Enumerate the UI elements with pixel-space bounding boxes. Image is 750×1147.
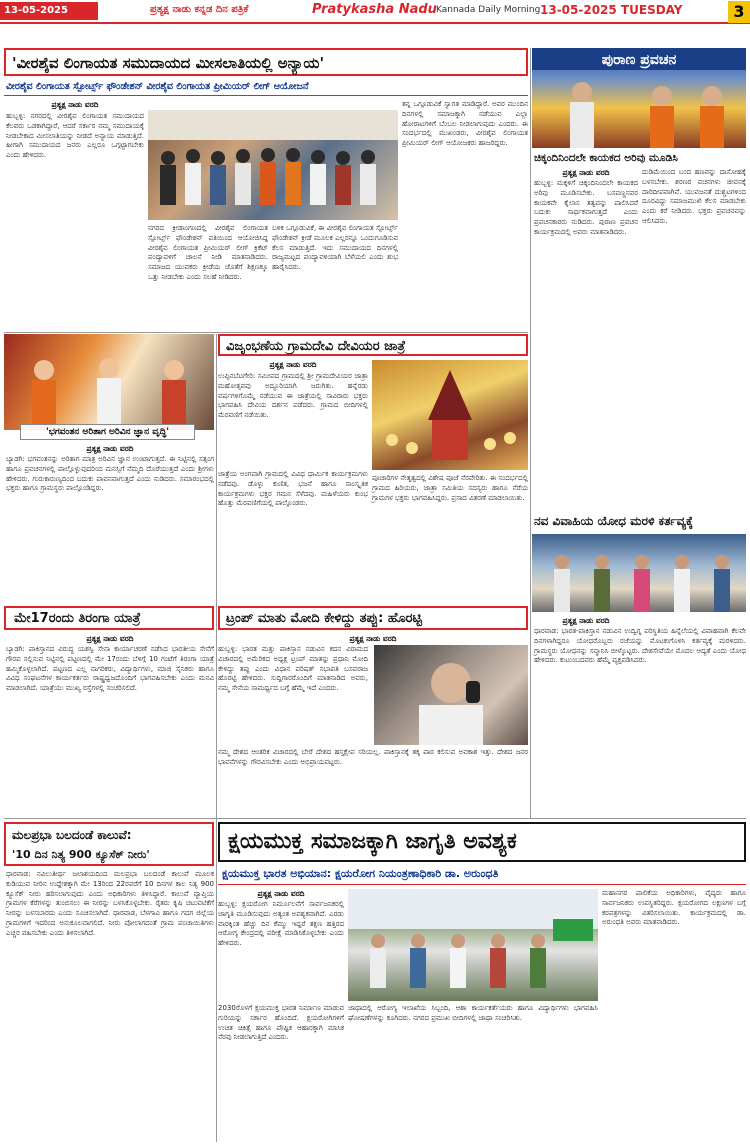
story1-text-b: ನಗರದ ಕ್ರೀಡಾಂಗಣದಲ್ಲಿ ವೀರಶೈವ ಲಿಂಗಾಯತ ಸ್ಪೋರ್ಟ್ಸ್ ಫೌಂಡೇಶನ್ ವತಿಯಿಂದ ಆಯೋಜಿಸಿದ್ದ ವೀರಶೈವ ಲಿಂಗಾಯತ ಪ್ರೀಮಿಯರ್ ಲೀಗ್ ಕ್ರಿಕೆಟ್ ಪಂದ್ಯಾವಳಿಗೆ ಚಾಲನೆ ನೀಡಿ ಮಾತನಾಡಿದರು. ಸಮಾಜದ ಯುವಕರು ಕ್ರೀಡೆಯ ಜೊತೆಗೆ ಶಿಕ್ಷಣಕ್ಕೂ ಒತ್ತು ನೀಡಬೇಕು ಎಂದು ಸಲಹೆ ನೀಡಿದರು. [148, 224, 268, 281]
masthead [0, 0, 750, 34]
procession-illustration [372, 360, 528, 470]
story8-text-b: ದುಡಿಮೆಯಿಂದ ಬಂದ ಹಣವನ್ನು ದಾಸೋಹಕ್ಕೆ ಬಳಸಬೇಕು. ಶರಣರ ವಚನಗಳು ಜೀವನಕ್ಕೆ ದಾರಿದೀಪವಾಗಿವೆ. ಯುವಜನತೆ ದುಶ್ಚಟಗಳಿಂದ ದೂರವಿದ್ದು ಸಮಾಜಮುಖಿ ಕೆಲಸ ಮಾಡಬೇಕು ಎಂದು ಕರೆ ನೀಡಿದರು. ಭಕ್ತರು ಪ್ರವಚನವನ್ನು ಆಲಿಸಿದರು. [642, 168, 746, 225]
story6-headline-box [4, 822, 214, 866]
story7-text-c: ಜಾಥಾದಲ್ಲಿ ಆರೋಗ್ಯ ಇಲಾಖೆಯ ಸಿಬ್ಬಂದಿ, ಆಶಾ ಕಾರ್ಯಕರ್ತೆಯರು ಹಾಗೂ ವಿದ್ಯಾರ್ಥಿಗಳು ಭಾಗವಹಿಸಿ ಘೋಷಣೆಗಳನ್ನು ಕೂಗಿದರು. ನಗರದ ಪ್ರಮುಖ ಬೀದಿಗಳಲ್ಲಿ ಜಾಥಾ ಸಂಚರಿಸಿತು. [348, 1004, 598, 1022]
story3-text-c: ಪೂಜಾರಿಗಳ ನೇತೃತ್ವದಲ್ಲಿ ವಿಶೇಷ ಪೂಜೆ ನೆರವೇರಿತು. ಈ ಸಂದರ್ಭದಲ್ಲಿ ಗ್ರಾಮದ ಹಿರಿಯರು, ಜಾತ್ರಾ ಸಮಿತಿಯ ಸದಸ್ಯರು ಹಾಗೂ ನೆರೆಯ ಗ್ರಾಮಗಳ ಭಕ್ತರು ಭಾಗವಹಿಸಿದ್ದರು. ಪ್ರಸಾದ ವಿತರಣೆ ಮಾಡಲಾಯಿತು. [372, 474, 528, 502]
column-rule [4, 818, 746, 819]
masthead-brand-sub: Kannada Daily Morning [436, 5, 541, 15]
soldier-photo [532, 534, 746, 612]
story9-text: ಧಾರವಾಡ: ಭಾರತ-ಪಾಕಿಸ್ತಾನ ನಡುವಿನ ಉದ್ವಿಗ್ನ ಪರಿಸ್ಥಿತಿಯ ಹಿನ್ನೆಲೆಯಲ್ಲಿ ವಿವಾಹವಾಗಿ ಕೆಲವೇ ದಿನಗಳಾಗಿದ್ದರೂ ಯೋಧರೊಬ್ಬರು ರಜೆಯನ್ನು ಮೊಟಕುಗೊಳಿಸಿ ಕರ್ತವ್ಯಕ್ಕೆ ಮರಳಿದರು. ಗ್ರಾಮಸ್ಥರು ಯೋಧನನ್ನು ಸನ್ಮಾನಿಸಿ ಬೀಳ್ಕೊಟ್ಟರು. ದೇಶಸೇವೆಯೇ ಮೊದಲ ಆದ್ಯತೆ ಎಂದು ಯೋಧ ಹೇಳಿದರು. ಕುಟುಂಬದವರು ಹೆಮ್ಮೆ ವ್ಯಕ್ತಪಡಿಸಿದರು. [534, 627, 746, 665]
story9-headline: ನವ ವಿವಾಹಿಯ ಯೋಧ ಮರಳಿ ಕರ್ತವ್ಯಕ್ಕೆ [534, 514, 694, 528]
divider [218, 884, 746, 885]
story8-text-a: ಹುಬ್ಬಳ್ಳಿ: ಮಕ್ಕಳಿಗೆ ಚಿಕ್ಕಂದಿನಿಂದಲೇ ಕಾಯಕದ ಅರಿವು ಮೂಡಿಸಬೇಕು. ಬಸವಣ್ಣನವರ ಕಾಯಕವೇ ಕೈಲಾಸ ತತ್ವವನ್ನು ಪಾಲಿಸಿದರೆ ಬದುಕು ಸಾರ್ಥಕವಾಗುತ್ತದೆ ಎಂದು ಪ್ರವಚನಕಾರರು ನುಡಿದರು. ಪುರಾಣ ಪ್ರವಚನ ಕಾರ್ಯಕ್ರಮದಲ್ಲಿ ಅವರು ಮಾತನಾಡಿದರು. [534, 179, 638, 236]
story4-text: ಬ್ಯಾಡಗಿ: ಪಾಕಿಸ್ತಾನದ ವಿರುದ್ಧ ಯಶಸ್ವಿ ಸೇನಾ ಕಾರ್ಯಾಚರಣೆ ನಡೆಸಿದ ಭಾರತೀಯ ಸೇನೆಗೆ ಗೌರವ ಸಲ್ಲಿಸುವ ನಿಟ್ಟಿನಲ್ಲಿ ಪಟ್ಟಣದಲ್ಲಿ ಮೇ 17ರಂದು ಬೆಳಿಗ್ಗೆ 10 ಗಂಟೆಗೆ ತಿರಂಗಾ ಯಾತ್ರೆ ಹಮ್ಮಿಕೊಳ್ಳಲಾಗಿದೆ. ಪಟ್ಟಣದ ಎಲ್ಲ ನಾಗರಿಕರು, ವಿದ್ಯಾರ್ಥಿಗಳು, ಮಾಜಿ ಸೈನಿಕರು ಹಾಗೂ ವಿವಿಧ ಸಂಘಟನೆಗಳ ಕಾರ್ಯಕರ್ತರು ರಾಷ್ಟ್ರಧ್ವಜದೊಂದಿಗೆ ಭಾಗವಹಿಸಬೇಕು ಎಂದು ಮನವಿ ಮಾಡಲಾಗಿದೆ. ಯಾತ್ರೆಯು ಮುಖ್ಯ ರಸ್ತೆಗಳಲ್ಲಿ ಸಂಚರಿಸಲಿದೆ. [6, 645, 214, 693]
jatre-photo [372, 360, 528, 470]
story5-headline-box [218, 606, 528, 630]
story7-byline: ಪ್ರತ್ಯಕ್ಷ ನಾಡು ವರದಿ [257, 889, 305, 898]
rally-illustration [348, 889, 598, 1001]
tb-rally-photo [348, 889, 598, 1001]
story4-headline: ಮೇ17ರಂದು ತಿರಂಗಾ ಯಾತ್ರೆ [14, 611, 141, 626]
story4-byline: ಪ್ರತ್ಯಕ್ಷ ನಾಡು ವರದಿ [86, 634, 134, 643]
column-rule [216, 334, 217, 1142]
bhagavantha-photo [4, 334, 214, 430]
story1-photo [148, 110, 398, 220]
story2-byline: ಪ್ರತ್ಯಕ್ಷ ನಾಡು ವರದಿ [86, 444, 134, 453]
portrait-illustration [374, 645, 528, 745]
story3-text-a: ಉಪ್ಪಿನಬೆಟಗೇರಿ: ಸಮೀಪದ ಗ್ರಾಮದಲ್ಲಿ ಶ್ರೀ ಗ್ರಾಮದೇವಿಯರ ಜಾತ್ರಾ ಮಹೋತ್ಸವವು ಅದ್ದೂರಿಯಾಗಿ ಜರುಗಿತು. ಹನ್ನೆರಡು ವರ್ಷಗಳಿಗೊಮ್ಮೆ ನಡೆಯುವ ಈ ಜಾತ್ರೆಯಲ್ಲಿ ಸಾವಿರಾರು ಭಕ್ತರು ಭಾಗವಹಿಸಿ ದೇವಿಯ ದರ್ಶನ ಪಡೆದರು. ಗ್ರಾಮದ ಬೀದಿಗಳಲ್ಲಿ ಮೆರವಣಿಗೆ ನಡೆಯಿತು. [218, 372, 368, 420]
story7-text-b: 2030ರೊಳಗೆ ಕ್ಷಯಮುಕ್ತ ಭಾರತ ನಿರ್ಮಾಣ ಮಾಡುವ ಗುರಿಯನ್ನು ಸರ್ಕಾರ ಹೊಂದಿದೆ. ಕ್ಷಯರೋಗಿಗಳಿಗೆ ಉಚಿತ ಚಿಕಿತ್ಸೆ ಹಾಗೂ ಪೌಷ್ಟಿಕ ಆಹಾರಕ್ಕಾಗಿ ಮಾಸಿಕ ನೆರವು ನೀಡಲಾಗುತ್ತಿದೆ ಎಂದರು. [218, 1004, 344, 1042]
story7-text-a: ಹುಬ್ಬಳ್ಳಿ: ಕ್ಷಯರೋಗ ನಿರ್ಮೂಲನೆಗೆ ಸಾರ್ವಜನಿಕರಲ್ಲಿ ಜಾಗೃತಿ ಮೂಡಿಸುವುದು ಅತ್ಯಂತ ಅವಶ್ಯಕವಾಗಿದೆ. ಎರಡು ವಾರಕ್ಕಿಂತ ಹೆಚ್ಚು ದಿನ ಕೆಮ್ಮು ಇದ್ದರೆ ತಕ್ಷಣ ಹತ್ತಿರದ ಆರೋಗ್ಯ ಕೇಂದ್ರದಲ್ಲಿ ಪರೀಕ್ಷೆ ಮಾಡಿಸಿಕೊಳ್ಳಬೇಕು ಎಂದು ಹೇಳಿದರು. [218, 900, 344, 948]
bhagavantha-caption: 'ಭಗವಂತನ ಅರಿತಾಗ ಅರಿವಿನ ಜ್ಞಾನ ವೃದ್ಧಿ' [20, 424, 195, 440]
story1-text-c: ಬಳಿಕ ಒಗ್ಗೂಡುವಿಕೆ, ಈ ವೀರಶೈವ ಲಿಂಗಾಯತ ಸ್ಪೋರ್ಟ್ಸ್ ಫೌಂಡೇಶನ್ ಕ್ರೀಡೆ ಮೂಲಕ ಎಲ್ಲರನ್ನೂ ಒಂದುಗೂಡಿಸುವ ಕೆಲಸ ಮಾಡುತ್ತಿದೆ. ಇದು ಸಮುದಾಯದ ದಿನಗಳಲ್ಲಿ ರಾಜ್ಯಮಟ್ಟದ ಪಂದ್ಯಾವಳಿಯಾಗಿ ಬೆಳೆಯಲಿ ಎಂದು ಶುಭ ಹಾರೈಸಿದರು. [272, 224, 398, 272]
story1-headline-box [4, 48, 528, 76]
masthead-tagline: ಪ್ರತ್ಯಕ್ಷ ನಾಡು ಕನ್ನಡ ದಿನ ಪತ್ರಿಕೆ [150, 4, 249, 15]
story5-byline: ಪ್ರತ್ಯಕ್ಷ ನಾಡು ವರದಿ [349, 634, 397, 643]
story5-text-b: ನಮ್ಮ ದೇಶದ ಆಂತರಿಕ ವಿಚಾರದಲ್ಲಿ ಬೇರೆ ದೇಶದ ಹಸ್ತಕ್ಷೇಪ ಸರಿಯಲ್ಲ. ಪಾಕಿಸ್ತಾನಕ್ಕೆ ತಕ್ಕ ಪಾಠ ಕಲಿಸುವ ಅವಕಾಶ ಇತ್ತು. ದೇಶದ ಜನರ ಭಾವನೆಗಳನ್ನು ಗೌರವಿಸಬೇಕು ಎಂದು ಅಭಿಪ್ರಾಯಪಟ್ಟರು. [218, 748, 528, 766]
ceremony-illustration [4, 334, 214, 430]
group-photo-illustration [148, 110, 398, 220]
story5-headline: ಟ್ರಂಪ್ ಮಾತು ಮೋದಿ ಕೇಳಿದ್ದು ತಪ್ಪು: ಹೊರಟ್ಟಿ [226, 611, 422, 626]
story6-headline: ಮಲಪ್ರಭಾ ಬಲದಂಡೆ ಕಾಲುವೆ: [12, 828, 132, 842]
story1-headline: 'ವೀರಶೈವ ಲಿಂಗಾಯತ ಸಮುದಾಯದ ಮೀಸಲಾತಿಯಲ್ಲಿ ಅನ್ಯಾಯ' [12, 54, 325, 72]
story7-headline-box [218, 822, 746, 862]
masthead-date-right: 13-05-2025 TUESDAY [540, 3, 683, 17]
story8-headline: ಚಿಕ್ಕಂದಿನಿಂದಲೇ ಕಾಯಕದ ಅರಿವು ಮೂಡಿಸಿ [534, 152, 678, 164]
story1-text-e: ತನ್ನ ಒಗ್ಗೂಡುವಿಕೆ ಸ್ವಾಗತ ಮಾಡಿದ್ದಾರೆ. ಅವರ ಮುಂದಿನ ದಿನಗಳಲ್ಲಿ ಸಮಾಜಕ್ಕಾಗಿ ನಡೆಯುವ ಎಲ್ಲಾ ಹೋರಾಟಗಳಿಗೆ ಬೆಂಬಲ ನೀಡಲಾಗುವುದು ಎಂದರು. ಈ ಸಂದರ್ಭದಲ್ಲಿ ಮುಖಂಡರು, ವೀರಶೈವ ಲಿಂಗಾಯತ ಪ್ರೀಮಿಯರ್ ಲೀಗ್ ಆಯೋಜಕರು ಹಾಜರಿದ್ದರು. [402, 100, 528, 148]
pravachana-banner: ಪುರಾಣ ಪ್ರವಚನ [601, 52, 677, 68]
horatti-photo [374, 645, 528, 745]
story1-subhead: ವೀರಶೈವ ಲಿಂಗಾಯತ ಸ್ಪೋರ್ಟ್ಸ್ ಫೌಂಡೇಶನ್ ವೀರಶೈವ ಲಿಂಗಾಯತ ಪ್ರೀಮಿಯರ್ ಲೀಗ್ ಆಯೋಜನೆ [6, 81, 309, 92]
masthead-brand: Pratykasha Nadu [312, 2, 437, 17]
story9-byline: ಪ್ರತ್ಯಕ್ಷ ನಾಡು ವರದಿ [562, 616, 610, 625]
story3-text-b: ಜಾತ್ರೆಯ ಅಂಗವಾಗಿ ಗ್ರಾಮದಲ್ಲಿ ವಿವಿಧ ಧಾರ್ಮಿಕ ಕಾರ್ಯಕ್ರಮಗಳು ನಡೆದವು. ಡೊಳ್ಳು ಕುಣಿತ, ಭಜನೆ ಹಾಗೂ ಸಾಂಸ್ಕೃತಿಕ ಕಾರ್ಯಕ್ರಮಗಳು ಭಕ್ತರ ಗಮನ ಸೆಳೆದವು. ಮಹಿಳೆಯರು ಕುಂಭ ಹೊತ್ತು ಮೆರವಣಿಗೆಯಲ್ಲಿ ಪಾಲ್ಗೊಂಡರು. [218, 470, 368, 508]
story1-byline: ಪ್ರತ್ಯಕ್ಷ ನಾಡು ವರದಿ [51, 100, 99, 109]
masthead-date-left: 13-05-2025 ಮಂಗಳವಾರ [0, 2, 98, 20]
story1-text-a: ಹುಬ್ಬಳ್ಳಿ: ನಗರದಲ್ಲಿ ವೀರಶೈವ ಲಿಂಗಾಯತ ಸಮುದಾಯದ ಕೆಲವರು ಒಡಕಾಗಿದ್ದಾರೆ, ಆದರೆ ಸರ್ಕಾರ ನಮ್ಮ ಸಮುದಾಯಕ್ಕೆ ನೀಡಬೇಕಾದ ಮೀಸಲಾತಿಯನ್ನು ನೀಡದೆ ಅನ್ಯಾಯ ಮಾಡುತ್ತಿದೆ. ಹೀಗಾಗಿ ಸಮುದಾಯದ ಜನರು ಎಲ್ಲರೂ ಒಗ್ಗಟ್ಟಾಗಬೇಕು ಎಂದು ಹೇಳಿದರು. [6, 112, 144, 160]
story3-headline: ವಿಜೃಂಭಣೆಯ ಗ್ರಾಮದೇವಿ ದೇವಿಯರ ಜಾತ್ರೆ [226, 339, 406, 354]
story6-headline-2: '10 ದಿನ ನಿತ್ಯ 900 ಕ್ಯೂಸೆಕ್ ನೀರು' [12, 848, 150, 861]
story5-text-a: ಹುಬ್ಬಳ್ಳಿ: ಭಾರತ ಮತ್ತು ಪಾಕಿಸ್ತಾನ ನಡುವಿನ ಕದನ ವಿರಾಮದ ವಿಚಾರದಲ್ಲಿ ಅಮೆರಿಕದ ಅಧ್ಯಕ್ಷ ಟ್ರಂಪ್ ಮಾತನ್ನು ಪ್ರಧಾನಿ ಮೋದಿ ಕೇಳಿದ್ದು ತಪ್ಪು ಎಂದು ವಿಧಾನ ಪರಿಷತ್ ಸಭಾಪತಿ ಬಸವರಾಜ ಹೊರಟ್ಟಿ ಹೇಳಿದರು. ಸುದ್ದಿಗಾರರೊಂದಿಗೆ ಮಾತನಾಡಿದ ಅವರು, ನಮ್ಮ ಸೇನೆಯ ಸಾಮರ್ಥ್ಯದ ಬಗ್ಗೆ ಹೆಮ್ಮೆ ಇದೆ ಎಂದರು. [218, 645, 368, 693]
felicitation-illustration [532, 534, 746, 612]
story7-subhead: ಕ್ಷಯಮುಕ್ತ ಭಾರತ ಅಭಿಯಾನ: ಕ್ಷಯರೋಗ ನಿಯಂತ್ರಣಾಧಿಕಾರಿ ಡಾ. ಅರುಂಧತಿ [222, 867, 499, 880]
story4-headline-box [4, 606, 214, 630]
story2-text: ಬ್ಯಾಡಗಿ: ಭಗವಂತನನ್ನು ಅರಿತಾಗ ಮಾತ್ರ ಅರಿವಿನ ಜ್ಞಾನ ಉಂಟಾಗುತ್ತದೆ. ಈ ನಿಟ್ಟಿನಲ್ಲಿ ಸತ್ಸಂಗ ಹಾಗೂ ಪ್ರವಚನಗಳಲ್ಲಿ ಪಾಲ್ಗೊಳ್ಳುವುದರಿಂದ ಮನಸ್ಸಿಗೆ ನೆಮ್ಮದಿ ದೊರೆಯುತ್ತದೆ ಎಂದು ಶ್ರೀಗಳು ಹೇಳಿದರು. ಗುರುಕಾರುಣ್ಯದಿಂದ ಬದುಕು ಪಾವನವಾಗುತ್ತದೆ ಎಂದು ನುಡಿದರು. ಸಮಾರಂಭದಲ್ಲಿ ಭಕ್ತರು ಹಾಗೂ ಗ್ರಾಮಸ್ಥರು ಪಾಲ್ಗೊಂಡಿದ್ದರು. [6, 455, 214, 493]
story6-text: ಧಾರವಾಡ: ನವಿಲುತೀರ್ಥ ಜಲಾಶಯದಿಂದ ಮಲಪ್ರಭಾ ಬಲದಂಡೆ ಕಾಲುವೆ ಮೂಲಕ ಕುಡಿಯುವ ನೀರಿನ ಉದ್ದೇಶಕ್ಕಾಗಿ ಮೇ 13ರಿಂದ 22ರವರೆಗೆ 10 ದಿನಗಳ ಕಾಲ ನಿತ್ಯ 900 ಕ್ಯೂಸೆಕ್ ನೀರು ಹರಿಸಲಾಗುವುದು ಎಂದು ಅಧಿಕಾರಿಗಳು ತಿಳಿಸಿದ್ದಾರೆ. ಕಾಲುವೆ ವ್ಯಾಪ್ತಿಯ ಗ್ರಾಮಗಳ ಕೆರೆಗಳನ್ನು ತುಂಬಿಸಲು ಈ ನೀರನ್ನು ಬಳಸಿಕೊಳ್ಳಬೇಕು. ರೈತರು ಕೃಷಿ ಚಟುವಟಿಕೆಗೆ ನೀರನ್ನು ಬಳಸಬಾರದು ಎಂದು ಸೂಚಿಸಲಾಗಿದೆ. ಧಾರವಾಡ, ಬೆಳಗಾವಿ ಹಾಗೂ ಗದಗ ಜಿಲ್ಲೆಯ ಗ್ರಾಮಗಳಿಗೆ ಇದರಿಂದ ಅನುಕೂಲವಾಗಲಿದೆ. ನೀರು ಪೋಲಾಗದಂತೆ ಗ್ರಾಮ ಪಂಚಾಯಿತಿಗಳು ಎಚ್ಚರ ವಹಿಸಬೇಕು ಎಂದು ತಿಳಿಸಲಾಗಿದೆ. [6, 870, 214, 937]
story7-text-d: ಮಹಾನಗರ ಪಾಲಿಕೆಯ ಅಧಿಕಾರಿಗಳು, ವೈದ್ಯರು ಹಾಗೂ ಸಾರ್ವಜನಿಕರು ಉಪಸ್ಥಿತರಿದ್ದರು. ಕ್ಷಯರೋಗದ ಲಕ್ಷಣಗಳ ಬಗ್ಗೆ ಕರಪತ್ರಗಳನ್ನು ವಿತರಿಸಲಾಯಿತು. ಕಾರ್ಯಕ್ರಮದಲ್ಲಿ ಡಾ. ಅರುಂಧತಿ ಅವರು ಮಾತನಾಡಿದರು. [602, 889, 746, 927]
story8-byline: ಪ್ರತ್ಯಕ್ಷ ನಾಡು ವರದಿ [562, 168, 610, 177]
page-number: 3 [728, 1, 750, 23]
divider [4, 95, 528, 96]
column-rule [530, 48, 531, 818]
story3-byline: ಪ್ರತ್ಯಕ್ಷ ನಾಡು ವರದಿ [269, 360, 317, 369]
column-rule [4, 332, 528, 333]
story3-headline-box [218, 334, 528, 356]
story7-headline: ಕ್ಷಯಮುಕ್ತ ಸಮಾಜಕ್ಕಾಗಿ ಜಾಗೃತಿ ಅವಶ್ಯಕ [228, 829, 517, 854]
